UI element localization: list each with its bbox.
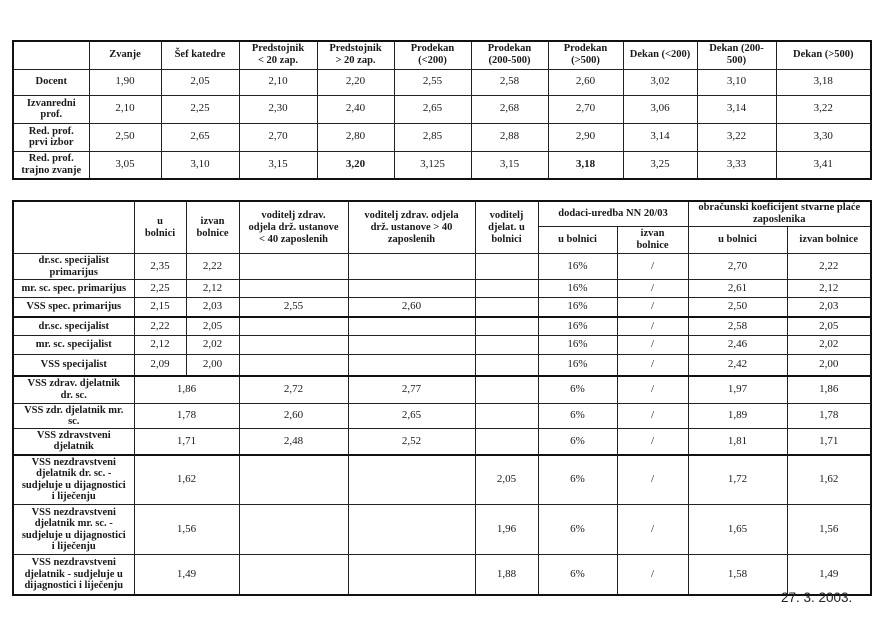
table-cell: 3,15 xyxy=(471,151,548,179)
row-label: Izvanredni prof. xyxy=(13,95,89,123)
table-cell: 3,10 xyxy=(161,151,239,179)
table-row xyxy=(13,505,871,555)
table-row xyxy=(13,555,871,595)
cell-u-bolnici: 2,25 xyxy=(134,280,186,298)
cell-voditelj-do-40: 2,48 xyxy=(239,429,348,455)
column-header-u-bolnici: u bolnici xyxy=(134,201,186,254)
column-header-dekan-200-500: Dekan (200- 500) xyxy=(697,41,776,69)
cell-dodatak-izvan-bolnice: / xyxy=(617,355,688,376)
cell-voditelj-preko-40: 2,60 xyxy=(348,298,475,317)
cell-koeficijent-u-bolnici: 2,50 xyxy=(688,298,787,317)
cell-koeficijent-izvan-bolnice: 1,62 xyxy=(787,455,871,505)
table-cell: 3,22 xyxy=(776,95,871,123)
cell-voditelj-djelatnosti xyxy=(475,336,538,355)
table-cell: 1,90 xyxy=(89,69,161,95)
table-row xyxy=(13,355,871,376)
table-row xyxy=(13,123,871,151)
table-cell: 3,41 xyxy=(776,151,871,179)
table-cell: 2,80 xyxy=(317,123,394,151)
cell-voditelj-preko-40 xyxy=(348,505,475,555)
column-header-zvanje: Zvanje xyxy=(89,41,161,69)
cell-koeficijent-izvan-bolnice: 1,78 xyxy=(787,404,871,429)
table-cell: 2,88 xyxy=(471,123,548,151)
column-header-koeficijent-u-bolnici: u bolnici xyxy=(688,227,787,254)
row-label: VSS nezdravstveni djelatnik mr. sc. - sudjeluje u dijagnostici i liječenju xyxy=(13,505,134,555)
table-cell: 3,33 xyxy=(697,151,776,179)
cell-koeficijent-u-bolnici: 2,42 xyxy=(688,355,787,376)
row-label: VSS spec. primarijus xyxy=(13,298,134,317)
table-row xyxy=(13,151,871,179)
cell-dodatak-izvan-bolnice: / xyxy=(617,429,688,455)
cell-dodatak-izvan-bolnice: / xyxy=(617,505,688,555)
row-label: VSS zdravstveni djelatnik xyxy=(13,429,134,455)
cell-dodatak-izvan-bolnice: / xyxy=(617,298,688,317)
cell-izvan-bolnice: 2,02 xyxy=(186,336,239,355)
cell-dodatak-izvan-bolnice: / xyxy=(617,280,688,298)
cell-koeficijent-u-bolnici: 1,97 xyxy=(688,376,787,404)
cell-koeficijent-u-bolnici: 1,72 xyxy=(688,455,787,505)
cell-u-i-izvan-bolnice: 1,49 xyxy=(134,555,239,595)
cell-koeficijent-izvan-bolnice: 1,86 xyxy=(787,376,871,404)
table-cell: 2,10 xyxy=(239,69,317,95)
cell-voditelj-djelatnosti: 1,88 xyxy=(475,555,538,595)
cell-voditelj-preko-40 xyxy=(348,355,475,376)
table-row xyxy=(13,317,871,336)
cell-u-i-izvan-bolnice: 1,78 xyxy=(134,404,239,429)
cell-u-i-izvan-bolnice: 1,62 xyxy=(134,455,239,505)
column-header-prodekan-lt200: Prodekan (<200) xyxy=(394,41,471,69)
cell-voditelj-do-40 xyxy=(239,555,348,595)
cell-dodatak-u-bolnici: 6% xyxy=(538,404,617,429)
table-cell: 2,70 xyxy=(548,95,623,123)
header-row xyxy=(13,201,871,227)
cell-koeficijent-u-bolnici: 2,46 xyxy=(688,336,787,355)
academic-coefficients-table xyxy=(12,40,872,180)
cell-voditelj-djelatnosti xyxy=(475,355,538,376)
cell-koeficijent-izvan-bolnice: 2,03 xyxy=(787,298,871,317)
row-label: Red. prof. trajno zvanje xyxy=(13,151,89,179)
cell-dodatak-u-bolnici: 6% xyxy=(538,505,617,555)
cell-voditelj-do-40 xyxy=(239,336,348,355)
table-cell: 2,65 xyxy=(161,123,239,151)
cell-izvan-bolnice: 2,00 xyxy=(186,355,239,376)
column-header-predstojnik-gt20: Predstojnik > 20 zap. xyxy=(317,41,394,69)
cell-voditelj-do-40 xyxy=(239,254,348,280)
cell-dodatak-izvan-bolnice: / xyxy=(617,336,688,355)
cell-koeficijent-u-bolnici: 2,70 xyxy=(688,254,787,280)
table-cell: 3,06 xyxy=(623,95,697,123)
cell-dodatak-izvan-bolnice: / xyxy=(617,404,688,429)
cell-voditelj-djelatnosti xyxy=(475,298,538,317)
cell-u-bolnici: 2,15 xyxy=(134,298,186,317)
table-row xyxy=(13,376,871,404)
cell-dodatak-u-bolnici: 6% xyxy=(538,429,617,455)
table-cell: 3,15 xyxy=(239,151,317,179)
cell-dodatak-u-bolnici: 16% xyxy=(538,254,617,280)
column-header-koeficijent-izvan-bolnice: izvan bolnice xyxy=(787,227,871,254)
cell-voditelj-djelatnosti xyxy=(475,404,538,429)
corner-cell xyxy=(13,41,89,69)
table-cell: 3,25 xyxy=(623,151,697,179)
column-header-sef-katedre: Šef katedre xyxy=(161,41,239,69)
cell-voditelj-do-40 xyxy=(239,317,348,336)
cell-dodatak-u-bolnici: 16% xyxy=(538,317,617,336)
cell-dodatak-u-bolnici: 16% xyxy=(538,355,617,376)
table-cell: 2,40 xyxy=(317,95,394,123)
table-cell: 3,10 xyxy=(697,69,776,95)
cell-koeficijent-izvan-bolnice: 2,12 xyxy=(787,280,871,298)
row-label: VSS nezdravstveni djelatnik dr. sc. - sudjeluje u dijagnostici i liječenju xyxy=(13,455,134,505)
cell-voditelj-preko-40 xyxy=(348,555,475,595)
cell-voditelj-do-40 xyxy=(239,355,348,376)
document-date: 27. 3. 2003. xyxy=(781,590,853,605)
cell-koeficijent-izvan-bolnice: 1,56 xyxy=(787,505,871,555)
cell-izvan-bolnice: 2,22 xyxy=(186,254,239,280)
cell-voditelj-preko-40 xyxy=(348,455,475,505)
cell-koeficijent-u-bolnici: 1,65 xyxy=(688,505,787,555)
table-row xyxy=(13,404,871,429)
row-label: VSS zdrav. djelatnik dr. sc. xyxy=(13,376,134,404)
table-cell: 2,70 xyxy=(239,123,317,151)
cell-koeficijent-u-bolnici: 1,58 xyxy=(688,555,787,595)
table-row xyxy=(13,298,871,317)
column-header-izvan-bolnice: izvan bolnice xyxy=(186,201,239,254)
column-header-dodatak-u-bolnici: u bolnici xyxy=(538,227,617,254)
table-cell: 3,30 xyxy=(776,123,871,151)
cell-voditelj-djelatnosti: 1,96 xyxy=(475,505,538,555)
table-cell: 3,18 xyxy=(776,69,871,95)
column-header-dekan-lt200: Dekan (<200) xyxy=(623,41,697,69)
table-cell: 2,10 xyxy=(89,95,161,123)
cell-voditelj-djelatnosti xyxy=(475,254,538,280)
cell-u-i-izvan-bolnice: 1,86 xyxy=(134,376,239,404)
group-header-koeficijent: obračunski koeficijent stvarne plaće zaposlenika xyxy=(688,201,871,227)
row-label: mr. sc. specijalist xyxy=(13,336,134,355)
column-header-voditelj-djelatnosti: voditelj djelat. u bolnici xyxy=(475,201,538,254)
row-label: mr. sc. spec. primarijus xyxy=(13,280,134,298)
row-label: VSS zdr. djelatnik mr. sc. xyxy=(13,404,134,429)
corner-cell xyxy=(13,201,134,254)
table-cell: 2,30 xyxy=(239,95,317,123)
table-row xyxy=(13,95,871,123)
row-label: Red. prof. prvi izbor xyxy=(13,123,89,151)
cell-dodatak-u-bolnici: 16% xyxy=(538,298,617,317)
cell-u-bolnici: 2,12 xyxy=(134,336,186,355)
cell-voditelj-do-40: 2,55 xyxy=(239,298,348,317)
cell-u-i-izvan-bolnice: 1,71 xyxy=(134,429,239,455)
hospital-coefficients-table xyxy=(12,200,872,596)
row-label: dr.sc. specijalist primarijus xyxy=(13,254,134,280)
group-header-dodaci: dodaci-uredba NN 20/03 xyxy=(538,201,688,227)
table-cell: 2,20 xyxy=(317,69,394,95)
table-cell: 3,22 xyxy=(697,123,776,151)
cell-voditelj-djelatnosti xyxy=(475,429,538,455)
cell-koeficijent-u-bolnici: 1,81 xyxy=(688,429,787,455)
cell-voditelj-djelatnosti xyxy=(475,280,538,298)
table-cell: 2,60 xyxy=(548,69,623,95)
cell-koeficijent-izvan-bolnice: 1,49 xyxy=(787,555,871,595)
cell-izvan-bolnice: 2,03 xyxy=(186,298,239,317)
cell-koeficijent-izvan-bolnice: 2,22 xyxy=(787,254,871,280)
table-row xyxy=(13,429,871,455)
column-header-dodatak-izvan-bolnice: izvan bolnice xyxy=(617,227,688,254)
table-row xyxy=(13,280,871,298)
table-cell: 2,68 xyxy=(471,95,548,123)
cell-izvan-bolnice: 2,05 xyxy=(186,317,239,336)
table-cell: 3,125 xyxy=(394,151,471,179)
table-cell: 2,90 xyxy=(548,123,623,151)
cell-u-bolnici: 2,35 xyxy=(134,254,186,280)
cell-koeficijent-u-bolnici: 1,89 xyxy=(688,404,787,429)
cell-dodatak-izvan-bolnice: / xyxy=(617,376,688,404)
cell-voditelj-do-40: 2,72 xyxy=(239,376,348,404)
table-cell: 2,05 xyxy=(161,69,239,95)
cell-u-bolnici: 2,22 xyxy=(134,317,186,336)
cell-dodatak-izvan-bolnice: / xyxy=(617,555,688,595)
header-row xyxy=(13,41,871,69)
table-cell: 2,55 xyxy=(394,69,471,95)
table-cell: 3,14 xyxy=(623,123,697,151)
table-cell-emphasized: 3,20 xyxy=(317,151,394,179)
cell-dodatak-u-bolnici: 16% xyxy=(538,336,617,355)
table-cell: 2,50 xyxy=(89,123,161,151)
cell-voditelj-preko-40 xyxy=(348,317,475,336)
table-row xyxy=(13,336,871,355)
table-cell: 2,25 xyxy=(161,95,239,123)
table-row xyxy=(13,69,871,95)
column-header-predstojnik-lt20: Predstojnik < 20 zap. xyxy=(239,41,317,69)
row-label: VSS specijalist xyxy=(13,355,134,376)
cell-koeficijent-izvan-bolnice: 2,00 xyxy=(787,355,871,376)
cell-koeficijent-izvan-bolnice: 1,71 xyxy=(787,429,871,455)
column-header-dekan-gt500: Dekan (>500) xyxy=(776,41,871,69)
cell-u-i-izvan-bolnice: 1,56 xyxy=(134,505,239,555)
cell-voditelj-preko-40: 2,77 xyxy=(348,376,475,404)
cell-dodatak-izvan-bolnice: / xyxy=(617,254,688,280)
cell-koeficijent-u-bolnici: 2,61 xyxy=(688,280,787,298)
cell-koeficijent-u-bolnici: 2,58 xyxy=(688,317,787,336)
cell-koeficijent-izvan-bolnice: 2,02 xyxy=(787,336,871,355)
row-label: Docent xyxy=(13,69,89,95)
cell-voditelj-preko-40: 2,65 xyxy=(348,404,475,429)
cell-voditelj-preko-40 xyxy=(348,254,475,280)
column-header-prodekan-200-500: Prodekan (200-500) xyxy=(471,41,548,69)
cell-dodatak-u-bolnici: 6% xyxy=(538,455,617,505)
column-header-prodekan-gt500: Prodekan (>500) xyxy=(548,41,623,69)
cell-dodatak-izvan-bolnice: / xyxy=(617,317,688,336)
cell-koeficijent-izvan-bolnice: 2,05 xyxy=(787,317,871,336)
table-row xyxy=(13,455,871,505)
cell-voditelj-preko-40: 2,52 xyxy=(348,429,475,455)
cell-u-bolnici: 2,09 xyxy=(134,355,186,376)
row-label: VSS nezdravstveni djelatnik - sudjeluje u dijagnostici i liječenju xyxy=(13,555,134,595)
cell-voditelj-do-40 xyxy=(239,505,348,555)
cell-dodatak-u-bolnici: 6% xyxy=(538,555,617,595)
cell-voditelj-preko-40 xyxy=(348,336,475,355)
cell-dodatak-izvan-bolnice: / xyxy=(617,455,688,505)
column-header-voditelj-preko-40: voditelj zdrav. odjela drž. ustanove > 40 zaposlenih xyxy=(348,201,475,254)
table-cell: 2,65 xyxy=(394,95,471,123)
column-header-voditelj-do-40: voditelj zdrav. odjela drž. ustanove < 40 zaposlenih xyxy=(239,201,348,254)
table-row xyxy=(13,254,871,280)
cell-voditelj-djelatnosti xyxy=(475,376,538,404)
cell-voditelj-djelatnosti xyxy=(475,317,538,336)
table-cell: 3,14 xyxy=(697,95,776,123)
table-cell: 2,85 xyxy=(394,123,471,151)
cell-dodatak-u-bolnici: 16% xyxy=(538,280,617,298)
cell-voditelj-preko-40 xyxy=(348,280,475,298)
table-cell: 2,58 xyxy=(471,69,548,95)
cell-izvan-bolnice: 2,12 xyxy=(186,280,239,298)
cell-voditelj-do-40 xyxy=(239,280,348,298)
table-cell-emphasized: 3,18 xyxy=(548,151,623,179)
table-cell: 3,05 xyxy=(89,151,161,179)
cell-voditelj-djelatnosti: 2,05 xyxy=(475,455,538,505)
cell-voditelj-do-40 xyxy=(239,455,348,505)
row-label: dr.sc. specijalist xyxy=(13,317,134,336)
cell-voditelj-do-40: 2,60 xyxy=(239,404,348,429)
table-cell: 3,02 xyxy=(623,69,697,95)
cell-dodatak-u-bolnici: 6% xyxy=(538,376,617,404)
